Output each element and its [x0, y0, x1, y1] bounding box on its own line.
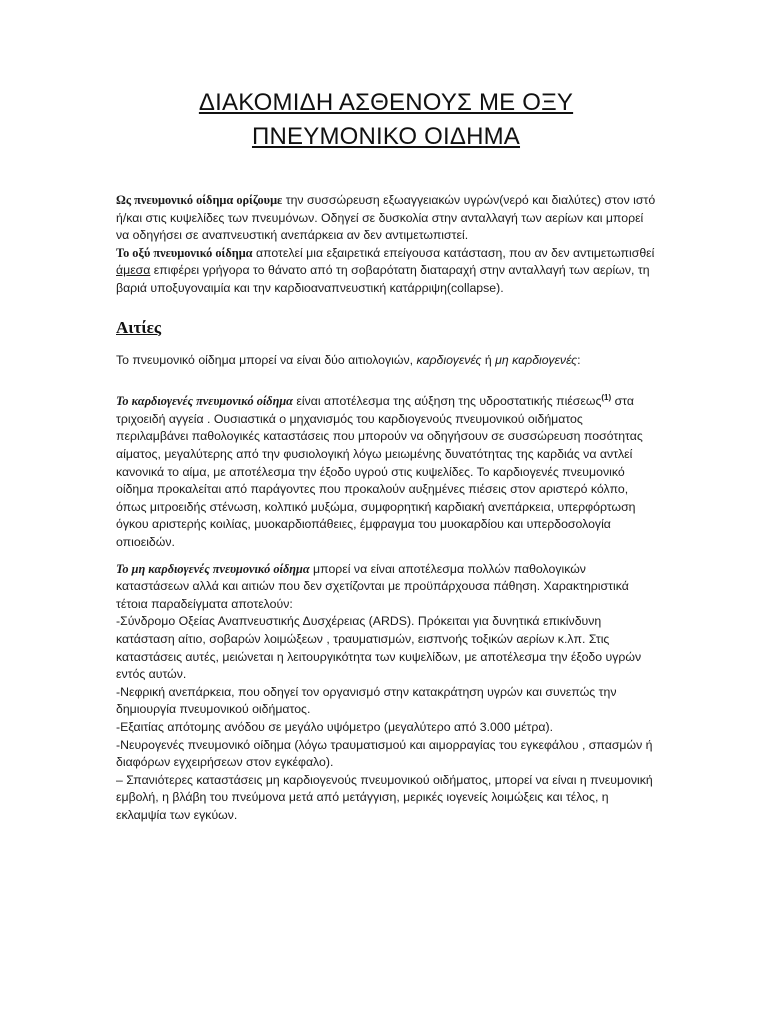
noncardiogenic-item-ards: -Σύνδρομο Οξείας Αναπνευστικής Δυσχέρειας (ARDS). Πρόκειται για δυνητικά επικίνδυνη κατάσταση αίτιο, σοβαρών λοιμώξεων , τραυματισμών, εισπνοής τοξικών αερίων κ.λπ. Στις καταστάσεις αυτές, μειώνεται η λειτουργικότητα των κυψελίδων, με αποτέλεσμα την έξοδο υγρών εντός αυτών.	[116, 614, 642, 682]
intro-text-2b: επιφέρει γρήγορα το θάνατο από τη σοβαρότατη διαταραχή στην ανταλλαγή των αερίων, τη βαριά υποξυγοναιμία και την καρδιοαναπνευστική κατάρριψη(collapse).	[116, 263, 650, 295]
cardiogenic-text-a: είναι αποτέλεσμα της αύξηση της υδροστατικής πιέσεως	[292, 394, 602, 409]
causes-lead-b: ή	[481, 352, 496, 367]
title-line-2: ΠΝΕΥΜΟΝΙΚΟ ΟΙΔΗΜΑ	[251, 123, 521, 150]
causes-lead-paragraph	[116, 352, 656, 370]
noncardiogenic-item-altitude: -Εξαιτίας απότομης ανόδου σε μεγάλο υψόμετρο (μεγαλύτερο από 3.000 μέτρα).	[116, 719, 554, 734]
noncardiogenic-item-rare: – Σπανιότερες καταστάσεις μη καρδιογενούς πνευμονικού οιδήματος, μπορεί να είναι η πνευμονική εμβολή, η βλάβη του πνεύμονα μετά από μετάγγιση, μερικές ιογενείς λοιμώξεις και τέλος, η εκλαμψία των εγκύων.	[116, 772, 653, 822]
causes-lead-c: :	[577, 352, 581, 367]
noncardiogenic-item-neurogenic: -Νευρογενές πνευμονικό οίδημα (λόγω τραυματισμού και αιμορραγίας του εγκεφάλου , σπασμών ή διαφόρων εγχειρήσεων στον εγκέφαλο).	[116, 737, 653, 770]
intro-term-1: Ως πνευμονικό οίδημα ορίζουμε	[116, 193, 283, 207]
noncardiogenic-item-renal: -Νεφρική ανεπάρκεια, που οδηγεί τον οργανισμό στην κατακράτηση υγρών και συνεπώς την δημιουργία πνευμονικού οιδήματος.	[116, 684, 617, 717]
intro-paragraph-1	[116, 192, 656, 245]
cardiogenic-text-b: στα τριχοειδή αγγεία . Ουσιαστικά ο μηχανισμός του καρδιογενούς πνευμονικού οιδήματος περιλαμβάνει παθολογικές καταστάσεις που μπορούν να οδηγήσουν σε συσσώρευση ποσότητας αίματος, μεγαλύτερης από την φυσιολογική λόγω μειωμένης δυνατότητας της καρδιάς να αντλεί κανονικά το αίμα, με αποτέλεσμα την έξοδο υγρού στις κυψελίδες. Το καρδιογενές πνευμονικό οίδημα προκαλείται από παράγοντες που προκαλούν αυξημένες πιέσεις στον αριστερό κόλπο, όπως μιτροειδής στένωση, κολπικό μυξώμα, συμφορητική καρδιακή ανεπάρκεια, υπερφόρτωση όγκου αριστερής κοιλίας, μυοκαρδιοπάθειες, έμφραγμα του μυοκαρδίου και υπερδοσολογία οπιοειδών.	[116, 394, 643, 549]
title-line-1: ΔΙΑΚΟΜΙΔΗ ΑΣΘΕΝΟΥΣ ΜΕ ΟΞΥ	[198, 89, 574, 116]
intro-text-2a: αποτελεί μια εξαιρετικά επείγουσα κατάσταση, που αν δεν αντιμετωπισθεί	[252, 245, 655, 260]
causes-type-cardiogenic: καρδιογενές	[416, 352, 482, 367]
cardiogenic-paragraph	[116, 389, 656, 551]
causes-lead-a: Το πνευμονικό οίδημα μπορεί να είναι δύο αιτιολογιών,	[116, 352, 417, 367]
noncardiogenic-paragraph	[116, 561, 656, 614]
footnote-marker: (1)	[601, 393, 612, 403]
cardiogenic-term: Το καρδιογενές πνευμονικό οίδημα	[116, 394, 293, 409]
intro-underlined-word: άμεσα	[116, 263, 151, 278]
intro-term-2: Το οξύ πνευμονικό οίδημα	[116, 245, 253, 260]
noncardiogenic-text: μπορεί να είναι αποτέλεσμα πολλών παθολογικών καταστάσεων αλλά και αιτιών που δεν σχετίζονται με προϋπάρχουσα πάθηση. Χαρακτηριστικά τέτοια παραδείγματα αποτελούν:	[116, 561, 629, 611]
document-title	[116, 0, 656, 154]
section-heading-causes: Αιτίες	[116, 317, 162, 337]
intro-paragraph-2	[116, 245, 656, 298]
causes-type-noncardiogenic: μη καρδιογενές	[495, 352, 578, 367]
noncardiogenic-term: Το μη καρδιογενές πνευμονικό οίδημα	[116, 561, 310, 576]
intro-text-1: την συσσώρευση εξωαγγειακών υγρών(νερό και διαλύτες) στον ιστό ή/και στις κυψελίδες των πνευμόνων. Οδηγεί σε δυσκολία στην ανταλλαγή των αερίων και μπορεί να οδηγήσει σε αναπνευστική ανεπάρκεια αν δεν αντιμετωπιστεί.	[116, 193, 656, 243]
